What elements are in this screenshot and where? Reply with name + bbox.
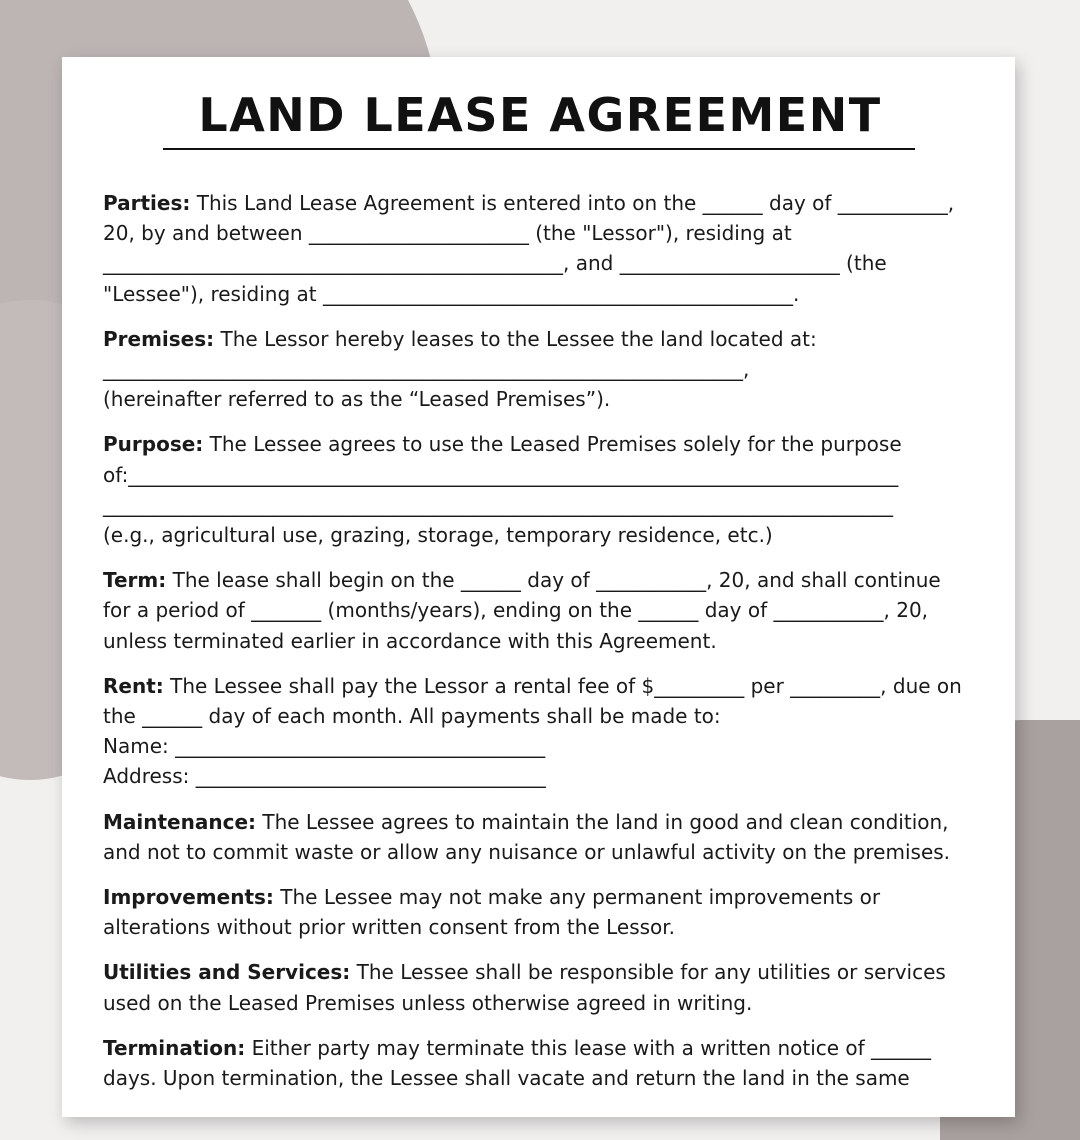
section-text: unless terminated earlier in accordance with this Agreement. (103, 628, 717, 653)
section-termination (103, 1033, 983, 1093)
section-heading: Term: (103, 568, 167, 593)
section-text: and not to commit waste or allow any nuisance or unlawful activity on the premises. (103, 839, 951, 864)
section-text: alterations without prior written consent from the Lessor. (103, 915, 676, 940)
section-text[interactable]: for a period of _______ (months/years), ending on the ______ day of ___________, 20, (103, 598, 929, 623)
section-premises (103, 324, 983, 415)
section-text: used on the Leased Premises unless otherwise agreed in writing. (103, 990, 753, 1015)
section-text: The Lessee may not make any permanent improvements or (273, 885, 881, 910)
section-text: The Lessee agrees to use the Leased Premises solely for the purpose (203, 432, 902, 457)
section-heading: Parties: (103, 191, 191, 215)
section-purpose (103, 429, 983, 550)
section-text: The Lessee agrees to maintain the land in good and clean condition, (256, 809, 949, 834)
section-rent (103, 671, 983, 792)
section-text[interactable]: of:_____________________________________________________________________________ (103, 462, 899, 487)
section-text[interactable]: ______________________________________________, and ______________________ (the (103, 251, 887, 276)
section-text: (e.g., agricultural use, grazing, storage, temporary residence, etc.) (103, 523, 773, 548)
section-text[interactable]: ________________________________________________________________, (103, 357, 750, 382)
section-text[interactable]: 20, by and between ______________________ (the "Lessor"), residing at (103, 221, 792, 246)
section-text[interactable]: Either party may terminate this lease with a written notice of ______ (245, 1035, 932, 1060)
document-body (103, 188, 983, 1108)
section-text: days. Upon termination, the Lessee shall vacate and return the land in the same (103, 1066, 910, 1091)
section-text[interactable]: the ______ day of each month. All payments shall be made to: (103, 704, 721, 729)
section-text[interactable]: This Land Lease Agreement is entered into on the ______ day of ___________, (190, 191, 955, 215)
document-title: LAND LEASE AGREEMENT (198, 88, 882, 142)
section-heading: Premises: (103, 326, 215, 351)
section-text[interactable]: The Lessee shall pay the Lessor a rental fee of $_________ per _________, due on (163, 673, 962, 698)
section-improvements (103, 882, 983, 942)
section-text[interactable]: Name: _____________________________________ (103, 734, 546, 759)
section-text[interactable]: "Lessee"), residing at _______________________________________________. (103, 281, 800, 306)
section-term (103, 565, 983, 656)
section-text: (hereinafter referred to as the “Leased Premises”). (103, 387, 611, 412)
section-heading: Rent: (103, 673, 164, 698)
section-utilities (103, 957, 983, 1017)
section-heading: Purpose: (103, 432, 204, 457)
section-parties (103, 188, 983, 309)
section-heading: Improvements: (103, 885, 274, 910)
section-heading: Maintenance: (103, 809, 257, 834)
section-text: The Lessor hereby leases to the Lessee the land located at: (214, 326, 817, 351)
section-maintenance (103, 807, 983, 867)
title-underline (163, 148, 915, 150)
section-heading: Termination: (103, 1035, 246, 1060)
section-text[interactable]: Address: ___________________________________ (103, 764, 546, 789)
section-text[interactable]: _______________________________________________________________________________ (103, 492, 893, 517)
section-text: The Lessee shall be responsible for any utilities or services (350, 960, 946, 985)
section-text[interactable]: The lease shall begin on the ______ day of ___________, 20, and shall continue (166, 568, 941, 593)
section-heading: Utilities and Services: (103, 960, 351, 985)
